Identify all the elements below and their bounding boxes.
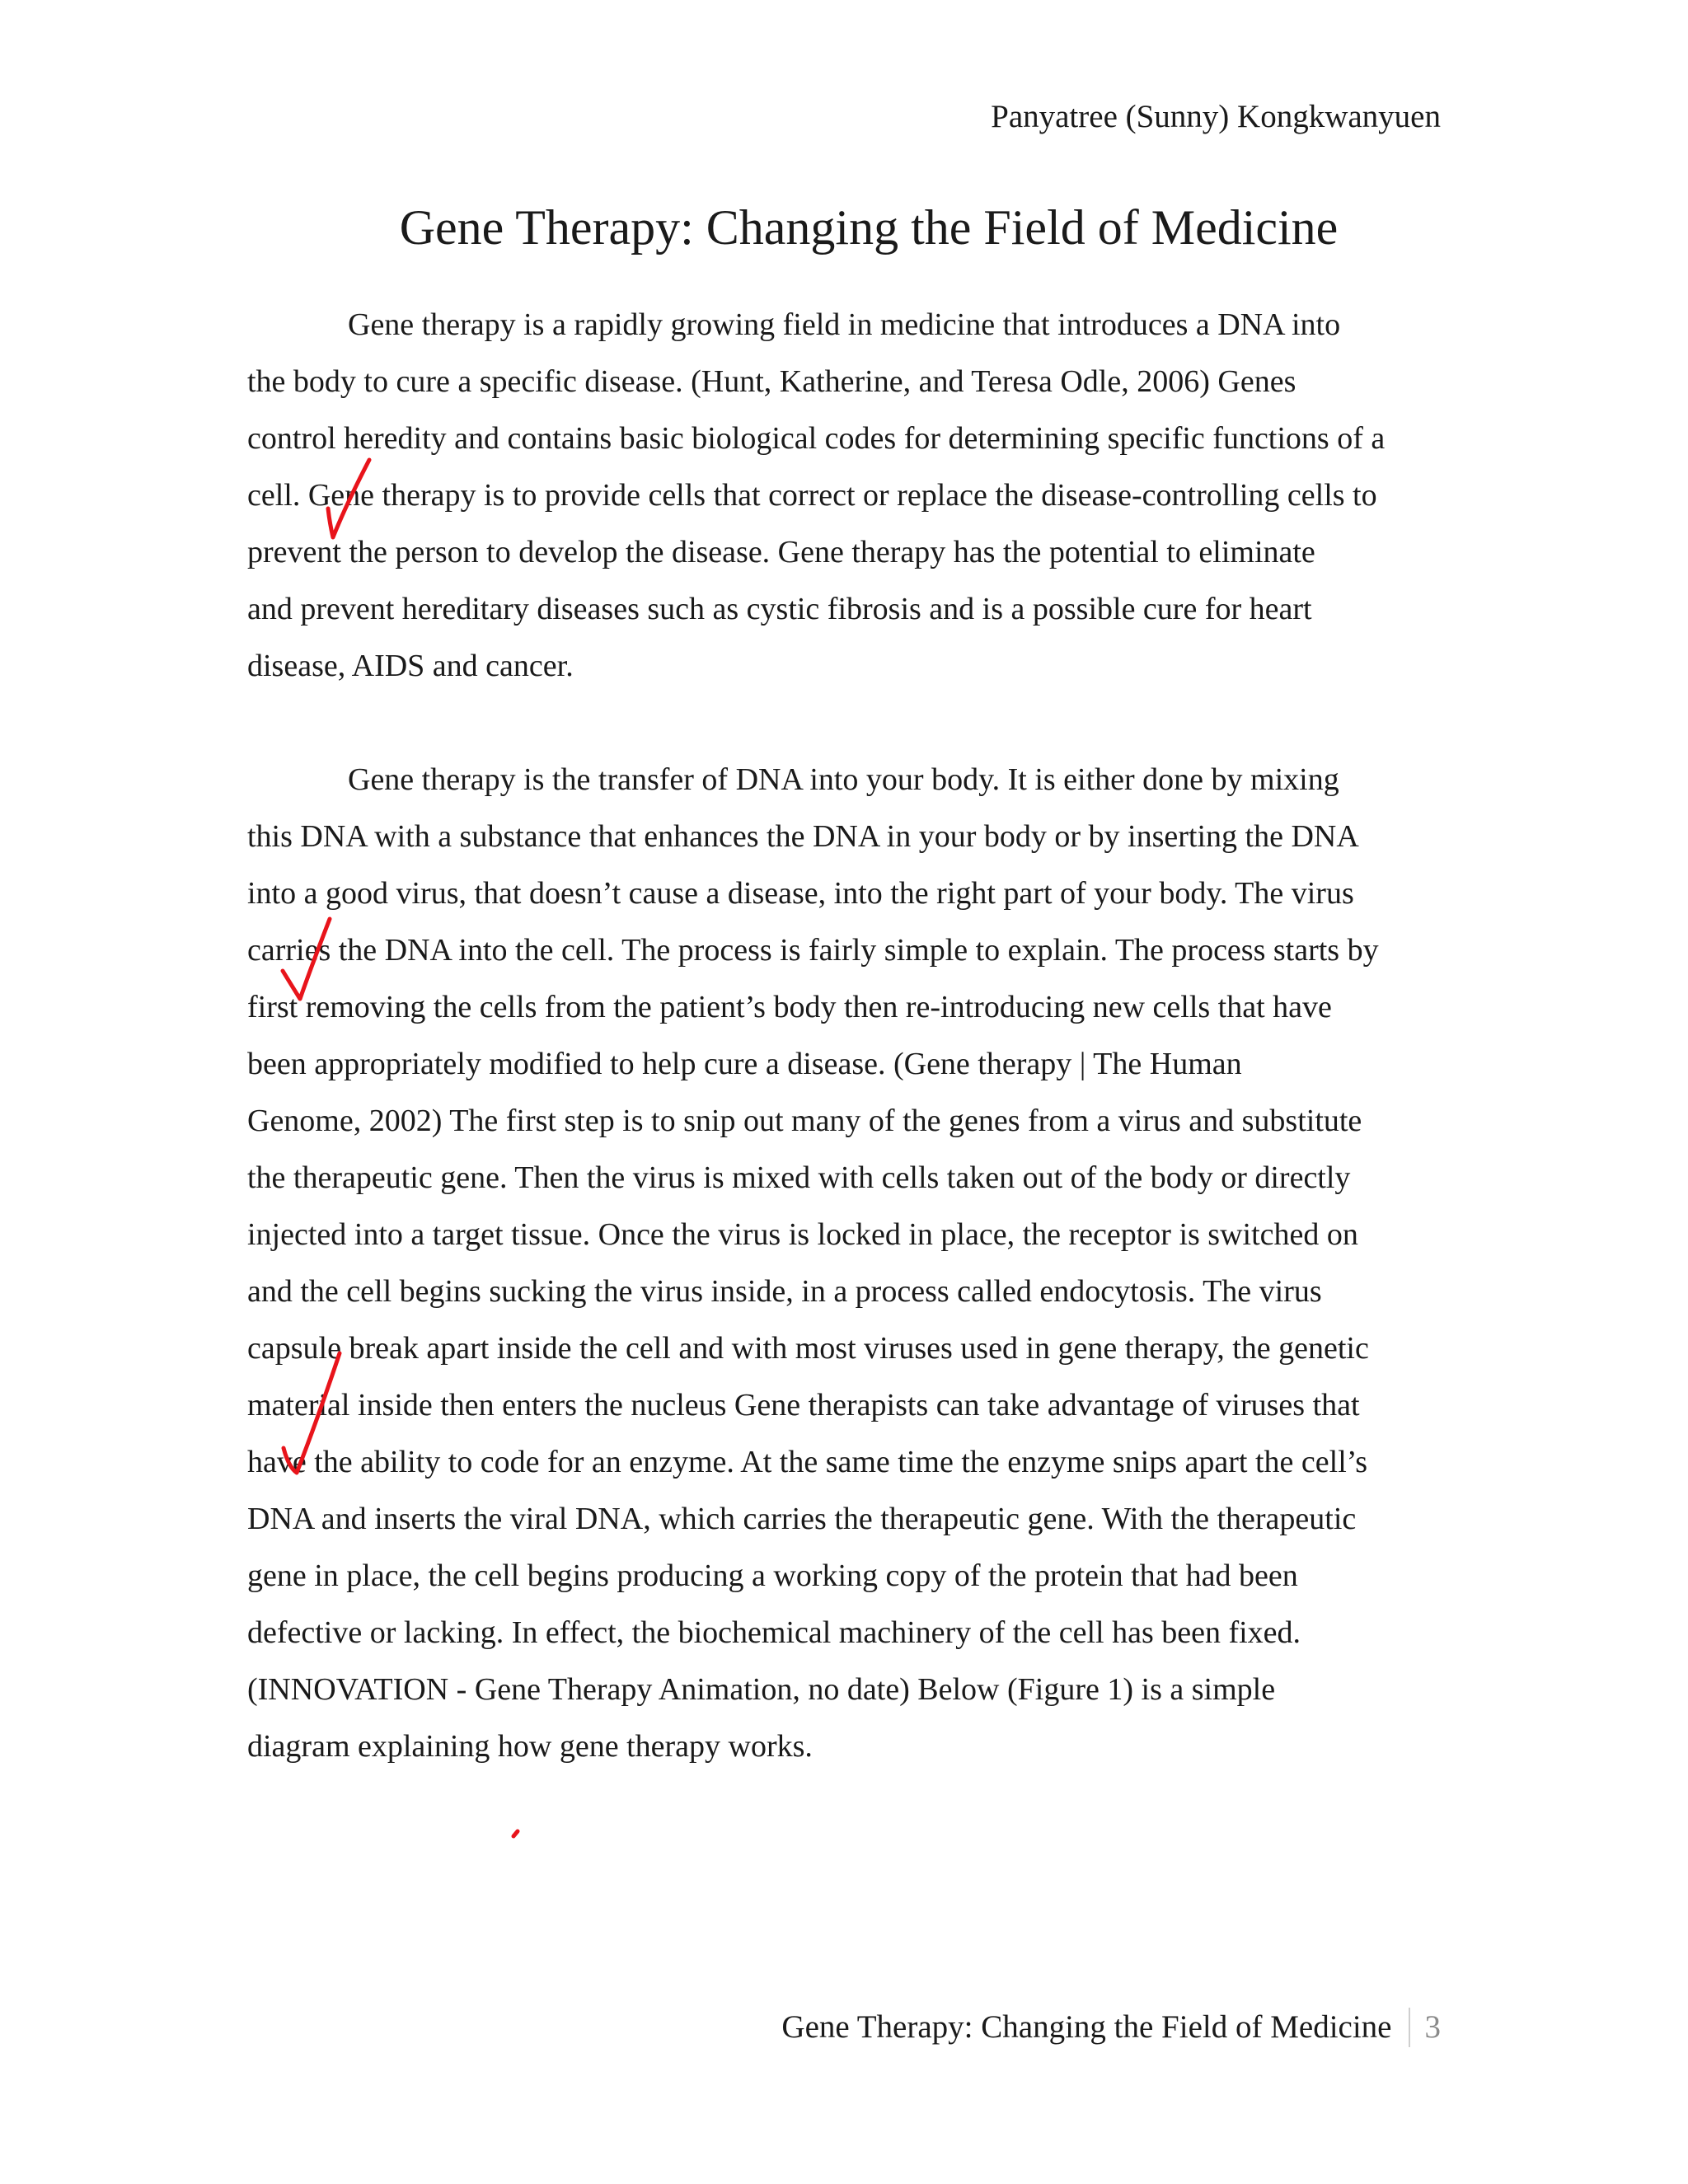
document-title: Gene Therapy: Changing the Field of Medicine bbox=[399, 200, 1339, 255]
paragraph-2-line: carries the DNA into the cell. The process is fairly simple to explain. The process starts by bbox=[247, 933, 1379, 968]
paragraph-2-line: Gene therapy is the transfer of DNA into your body. It is either done by mixing bbox=[348, 762, 1339, 797]
paragraph-1-line: cell. Gene therapy is to provide cells that correct or replace the disease-controlling cells to bbox=[247, 478, 1377, 513]
author-name: Panyatree (Sunny) Kongkwanyuen bbox=[991, 99, 1441, 134]
paragraph-2-line: (INNOVATION - Gene Therapy Animation, no date) Below (Figure 1) is a simple bbox=[247, 1672, 1276, 1707]
paragraph-1-line: Gene therapy is a rapidly growing field in medicine that introduces a DNA into bbox=[348, 307, 1341, 342]
paragraph-1 bbox=[247, 297, 1441, 695]
paragraph-2-line: capsule break apart inside the cell and with most viruses used in gene therapy, the genetic bbox=[247, 1331, 1369, 1366]
paragraph-1-line: control heredity and contains basic biological codes for determining specific functions of a bbox=[247, 421, 1386, 456]
paragraph-1-line: prevent the person to develop the disease. Gene therapy has the potential to eliminate bbox=[247, 535, 1315, 569]
paragraph-2-line: diagram explaining how gene therapy works. bbox=[247, 1729, 813, 1764]
paragraph-2-line: this DNA with a substance that enhances the DNA in your body or by inserting the DNA bbox=[247, 819, 1359, 854]
paragraph-2-line: been appropriately modified to help cure a disease. (Gene therapy | The Human bbox=[247, 1047, 1242, 1081]
paragraph-1-line: the body to cure a specific disease. (Hunt, Katherine, and Teresa Odle, 2006) Genes bbox=[247, 364, 1296, 399]
paragraph-2-line: the therapeutic gene. Then the virus is mixed with cells taken out of the body or directly bbox=[247, 1160, 1351, 1195]
paragraph-1-line: and prevent hereditary diseases such as cystic fibrosis and is a possible cure for heart bbox=[247, 592, 1312, 626]
paragraph-2-line: Genome, 2002) The first step is to snip out many of the genes from a virus and substitute bbox=[247, 1104, 1362, 1138]
paragraph-2-line: DNA and inserts the viral DNA, which carries the therapeutic gene. With the therapeutic bbox=[247, 1502, 1357, 1536]
paragraph-2-line: injected into a target tissue. Once the virus is locked in place, the receptor is switched on bbox=[247, 1217, 1358, 1252]
paragraph-2 bbox=[247, 752, 1441, 1775]
paragraph-2-line: material inside then enters the nucleus Gene therapists can take advantage of viruses that bbox=[247, 1388, 1360, 1422]
page-footer bbox=[781, 2003, 1441, 2052]
paragraph-2-line: first removing the cells from the patient’s body then re-introducing new cells that have bbox=[247, 990, 1332, 1024]
paragraph-1-line: disease, AIDS and cancer. bbox=[247, 649, 574, 683]
footer-title: Gene Therapy: Changing the Field of Medicine bbox=[781, 2009, 1392, 2045]
page-number: 3 bbox=[1424, 2009, 1441, 2045]
paragraph-2-line: have the ability to code for an enzyme. At the same time the enzyme snips apart the cell’s bbox=[247, 1445, 1368, 1479]
paragraph-2-line: gene in place, the cell begins producing a working copy of the protein that had been bbox=[247, 1558, 1298, 1593]
paragraph-2-line: and the cell begins sucking the virus inside, in a process called endocytosis. The virus bbox=[247, 1274, 1322, 1309]
dot-mark-icon bbox=[513, 1831, 518, 1836]
footer-divider bbox=[1409, 2008, 1410, 2047]
paragraph-2-line: defective or lacking. In effect, the biochemical machinery of the cell has been fixed. bbox=[247, 1615, 1301, 1650]
paragraph-2-line: into a good virus, that doesn’t cause a disease, into the right part of your body. The virus bbox=[247, 876, 1354, 911]
